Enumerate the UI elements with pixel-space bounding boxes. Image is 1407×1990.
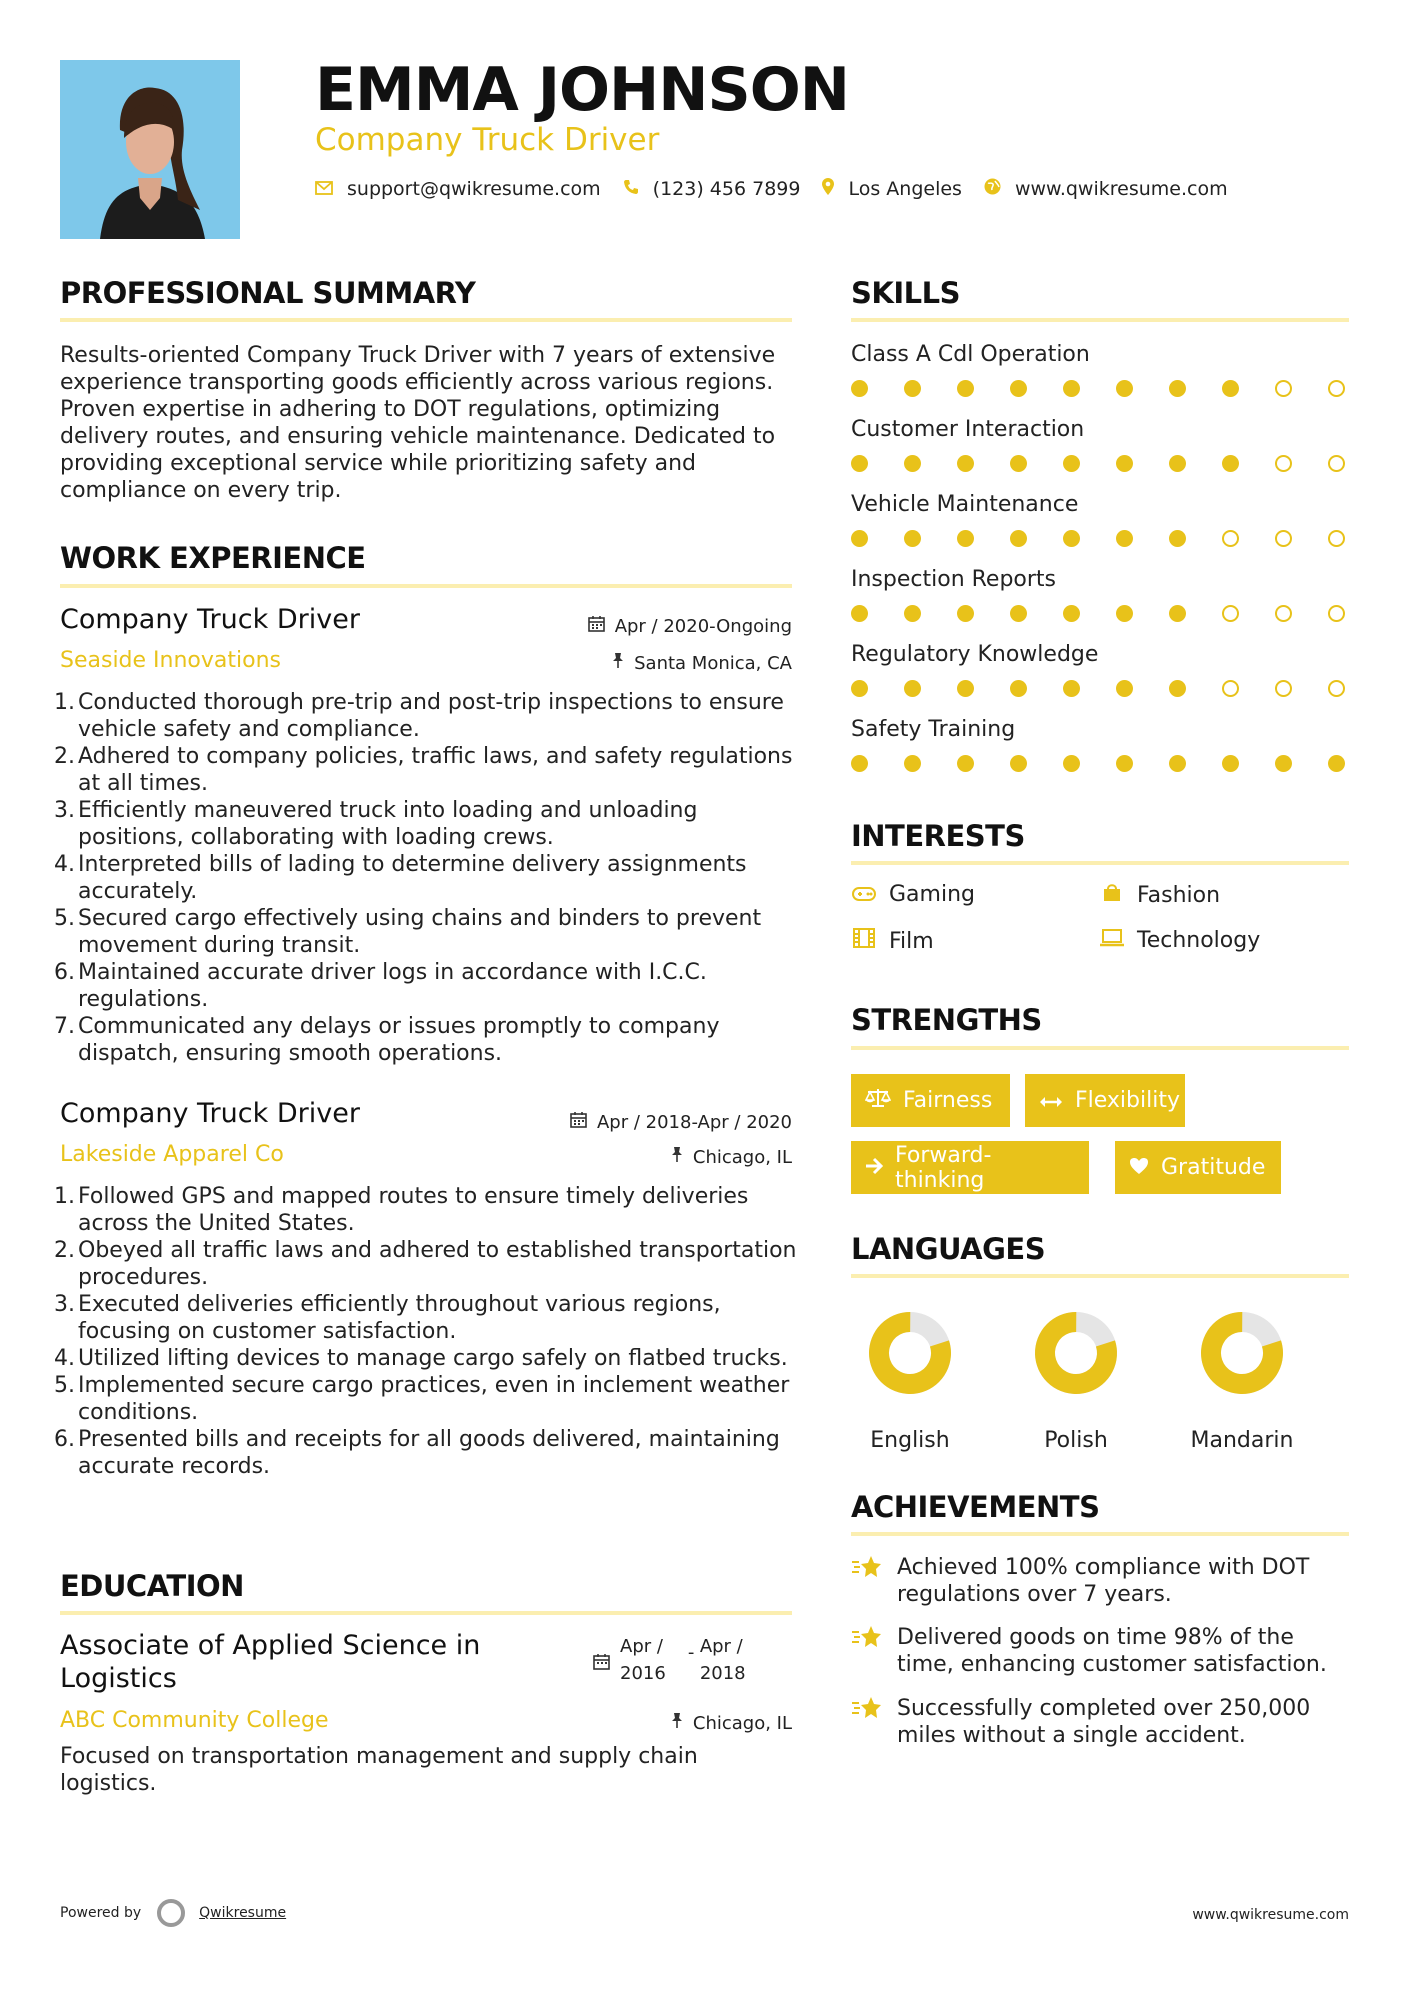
candidate-name: EMMA JOHNSON [315, 55, 849, 125]
rating-dot-filled [957, 455, 974, 472]
list-item: 5. Implemented secure cargo practices, even in inclement weather conditions. [54, 1373, 790, 1425]
rating-dot-filled [957, 605, 974, 622]
rating-dot-filled [1328, 755, 1345, 772]
rating-dot-empty [1328, 605, 1345, 622]
achievement-item [851, 1554, 1351, 1608]
map-marker-icon [822, 178, 834, 200]
degree-title: Associate of Applied Science in Logistics [60, 1630, 481, 1694]
rating-dot-filled [957, 380, 974, 397]
rating-dot-empty [1328, 680, 1345, 697]
interest-gaming [851, 882, 975, 907]
email-text: support@qwikresume.com [347, 178, 601, 200]
interest-label: Gaming [889, 882, 975, 907]
skill-rating [851, 755, 1381, 772]
strength-label: Forward-thinking [895, 1142, 992, 1193]
rating-dot-empty [1328, 530, 1345, 547]
rating-dot-filled [851, 455, 868, 472]
location-text: Los Angeles [848, 178, 962, 200]
calendar-icon [588, 615, 605, 637]
list-item: 5. Secured cargo effectively using chains and binders to prevent movement during transit. [54, 906, 762, 958]
rating-dot-filled [1063, 530, 1080, 547]
edu-start-month: Apr / [620, 1636, 663, 1657]
achievement-text: Achieved 100% compliance with DOT regulations over 7 years. [897, 1555, 1310, 1607]
education-dates: Apr / 2016 - Apr / 2018 [593, 1633, 746, 1687]
rating-dot-filled [1063, 380, 1080, 397]
job-dates [480, 615, 792, 637]
contact-location [822, 178, 961, 200]
skill-name: Class A Cdl Operation [851, 342, 1090, 367]
pushpin-icon [612, 652, 624, 674]
achievements-divider [851, 1532, 1349, 1536]
rating-dot-filled [1063, 455, 1080, 472]
education-divider [60, 1611, 792, 1615]
film-icon [851, 928, 877, 954]
language-item [1006, 1310, 1146, 1453]
contact-website[interactable] [984, 178, 1228, 200]
list-item: 7. Communicated any delays or issues promptly to company dispatch, ensuring smooth operations. [54, 1014, 720, 1066]
shopping-bag-icon [1099, 882, 1125, 908]
summary-heading: PROFESSIONAL SUMMARY [60, 276, 476, 310]
rating-dot-filled [1063, 605, 1080, 622]
rating-dot-empty [1222, 680, 1239, 697]
contact-phone[interactable] [623, 178, 801, 200]
job-title: Company Truck Driver [60, 1098, 360, 1129]
profile-photo [60, 60, 240, 239]
education-heading: EDUCATION [60, 1569, 244, 1603]
achievement-text: Delivered goods on time 98% of the time, enhancing customer satisfaction. [897, 1625, 1327, 1677]
gamepad-icon [851, 882, 877, 907]
rating-dot-filled [904, 455, 921, 472]
education-location-text: Chicago, IL [692, 1712, 792, 1734]
interest-label: Film [889, 928, 934, 954]
rating-dot-filled [851, 530, 868, 547]
job-dates-text: Apr / 2020-Ongoing [614, 615, 792, 637]
interests-divider [851, 861, 1349, 865]
globe-icon [984, 178, 1001, 200]
rating-dot-filled [1010, 380, 1027, 397]
school-name: ABC Community College [60, 1708, 329, 1733]
rating-dot-empty [1275, 530, 1292, 547]
strength-tag [1025, 1074, 1185, 1127]
phone-icon [623, 178, 639, 200]
summary-divider [60, 318, 792, 322]
rating-dot-filled [1116, 380, 1133, 397]
rating-dot-filled [851, 755, 868, 772]
rating-dot-filled [1222, 755, 1239, 772]
rating-dot-filled [1169, 605, 1186, 622]
rating-dot-filled [1222, 380, 1239, 397]
list-item: 3. Efficiently maneuvered truck into loading and unloading positions, collaborating with loading crews. [54, 798, 698, 850]
list-item: 2. Obeyed all traffic laws and adhered to established transportation procedures. [54, 1238, 797, 1290]
skill-rating [851, 530, 1381, 547]
achievement-text: Successfully completed over 250,000 miles without a single accident. [897, 1696, 1311, 1748]
rating-dot-filled [851, 380, 868, 397]
language-name: Mandarin [1190, 1428, 1294, 1453]
rating-dot-filled [1169, 530, 1186, 547]
skill-name: Regulatory Knowledge [851, 642, 1099, 667]
rating-dot-empty [1275, 680, 1292, 697]
company-name: Lakeside Apparel Co [60, 1142, 284, 1167]
job-location-text: Santa Monica, CA [634, 652, 792, 674]
summary-text: Results-oriented Company Truck Driver with 7 years of extensive experience transporting goods efficiently across various regions. Proven expertise in adhering to DOT regulations, optimizing delivery routes, and ensuring vehicle maintenance. Dedicated to providing exceptional service while prioritizing safety and compliance on every trip. [60, 343, 776, 503]
rating-dot-filled [1116, 680, 1133, 697]
job-duties-list [54, 1183, 800, 1480]
powered-by-label: Powered by [60, 1905, 142, 1921]
rating-dot-filled [1010, 530, 1027, 547]
strengths-divider [851, 1046, 1349, 1050]
interest-fashion [1099, 882, 1220, 908]
rating-dot-filled [1116, 455, 1133, 472]
list-item: 3. Executed deliveries efficiently throughout various regions, focusing on customer satisfaction. [54, 1292, 721, 1344]
skills-heading: SKILLS [851, 276, 960, 310]
rating-dot-filled [851, 680, 868, 697]
footer-website[interactable]: www.qwikresume.com [1192, 1907, 1349, 1923]
rating-dot-filled [1010, 755, 1027, 772]
rating-dot-filled [1116, 530, 1133, 547]
edu-end-month: Apr / [699, 1636, 743, 1657]
rating-dot-filled [957, 680, 974, 697]
strengths-heading: STRENGTHS [851, 1003, 1042, 1037]
language-donut [1033, 1310, 1119, 1396]
skill-name: Inspection Reports [851, 567, 1057, 592]
skills-divider [851, 318, 1349, 322]
work-divider [60, 584, 792, 588]
edu-start-year: 2016 [620, 1663, 666, 1684]
job-location-text: Chicago, IL [692, 1146, 792, 1168]
interest-film [851, 928, 934, 954]
job-location [480, 652, 792, 674]
rating-dot-filled [1222, 455, 1239, 472]
rating-dot-filled [904, 680, 921, 697]
rating-dot-filled [1169, 755, 1186, 772]
contact-email[interactable] [315, 178, 601, 200]
strength-tag [851, 1074, 1010, 1127]
arrow-right-icon [865, 1156, 883, 1180]
list-item: 1. Followed GPS and mapped routes to ensure timely deliveries across the United States. [54, 1184, 749, 1236]
candidate-title: Company Truck Driver [315, 122, 660, 158]
skill-rating [851, 605, 1381, 622]
achievements-heading: ACHIEVEMENTS [851, 1490, 1100, 1524]
list-item: 6. Maintained accurate driver logs in accordance with I.C.C. regulations. [54, 960, 707, 1012]
skill-rating [851, 380, 1381, 397]
job-dates-text: Apr / 2018-Apr / 2020 [596, 1111, 792, 1133]
arrows-horizontal-icon [1039, 1089, 1063, 1113]
calendar-icon [570, 1111, 587, 1133]
language-item [840, 1310, 980, 1453]
list-item: 2. Adhered to company policies, traffic laws, and safety regulations at all times. [54, 744, 793, 796]
rating-dot-empty [1275, 455, 1292, 472]
strength-tag [851, 1141, 1089, 1194]
language-donut [1199, 1310, 1285, 1396]
rating-dot-filled [904, 605, 921, 622]
interests-heading: INTERESTS [851, 819, 1025, 853]
languages-heading: LANGUAGES [851, 1232, 1046, 1266]
rating-dot-filled [904, 530, 921, 547]
rating-dot-empty [1328, 455, 1345, 472]
work-heading: WORK EXPERIENCE [60, 541, 366, 575]
rating-dot-filled [1010, 455, 1027, 472]
rating-dot-filled [1010, 680, 1027, 697]
envelope-icon [315, 178, 333, 200]
list-item: 1. Conducted thorough pre-trip and post-trip inspections to ensure vehicle safety and compliance. [54, 690, 784, 742]
star-icon [851, 1624, 897, 1678]
rating-dot-filled [1116, 605, 1133, 622]
rating-dot-filled [904, 755, 921, 772]
rating-dot-empty [1222, 605, 1239, 622]
job-duties-list [54, 689, 800, 1067]
job-location [480, 1146, 792, 1168]
rating-dot-filled [851, 605, 868, 622]
skill-name: Safety Training [851, 717, 1016, 742]
laptop-icon [1099, 928, 1125, 953]
calendar-icon [593, 1651, 610, 1678]
job-title: Company Truck Driver [60, 604, 360, 635]
education-location [480, 1712, 792, 1734]
skill-rating [851, 680, 1381, 697]
language-item [1172, 1310, 1312, 1453]
rating-dot-empty [1222, 530, 1239, 547]
pushpin-icon [671, 1712, 683, 1734]
rating-dot-filled [1169, 455, 1186, 472]
job-dates [480, 1111, 792, 1133]
strength-label: Gratitude [1161, 1155, 1266, 1180]
star-icon [851, 1695, 897, 1749]
rating-dot-filled [1169, 380, 1186, 397]
qwikresume-logo-icon [157, 1899, 185, 1927]
list-item: 4. Interpreted bills of lading to determine delivery assignments accurately. [54, 852, 747, 904]
education-description: Focused on transportation management and supply chain logistics. [60, 1744, 698, 1796]
interest-label: Technology [1137, 928, 1261, 953]
rating-dot-filled [904, 380, 921, 397]
rating-dot-filled [1169, 680, 1186, 697]
rating-dot-filled [1063, 755, 1080, 772]
interest-technology [1099, 928, 1260, 953]
contact-bar [315, 178, 1250, 200]
list-item: 6. Presented bills and receipts for all goods delivered, maintaining accurate records. [54, 1427, 780, 1479]
rating-dot-empty [1275, 380, 1292, 397]
star-icon [851, 1554, 897, 1608]
achievement-item [851, 1695, 1351, 1749]
rating-dot-filled [957, 755, 974, 772]
language-name: English [870, 1428, 950, 1453]
rating-dot-filled [1063, 680, 1080, 697]
pushpin-icon [671, 1146, 683, 1168]
rating-dot-filled [1010, 605, 1027, 622]
website-text: www.qwikresume.com [1014, 178, 1228, 200]
phone-text: (123) 456 7899 [652, 178, 801, 200]
rating-dot-filled [1116, 755, 1133, 772]
language-name: Polish [1044, 1428, 1108, 1453]
edu-end-year: 2018 [699, 1663, 746, 1684]
heart-icon [1129, 1156, 1149, 1180]
interest-label: Fashion [1137, 882, 1221, 908]
rating-dot-empty [1328, 380, 1345, 397]
balance-scale-icon [865, 1088, 891, 1113]
rating-dot-filled [957, 530, 974, 547]
list-item: 4. Utilized lifting devices to manage cargo safely on flatbed trucks. [54, 1346, 788, 1371]
rating-dot-filled [1275, 755, 1292, 772]
brand-link[interactable]: Qwikresume [199, 1905, 287, 1921]
skill-rating [851, 455, 1381, 472]
languages-divider [851, 1274, 1349, 1278]
skill-name: Customer Interaction [851, 417, 1085, 442]
footer-powered-by [60, 1899, 286, 1927]
strength-label: Fairness [903, 1088, 993, 1113]
language-donut [867, 1310, 953, 1396]
rating-dot-empty [1275, 605, 1292, 622]
achievement-item [851, 1624, 1351, 1678]
company-name: Seaside Innovations [60, 648, 281, 673]
strength-tag [1115, 1141, 1281, 1194]
strength-label: Flexibility [1075, 1088, 1180, 1113]
skill-name: Vehicle Maintenance [851, 492, 1079, 517]
